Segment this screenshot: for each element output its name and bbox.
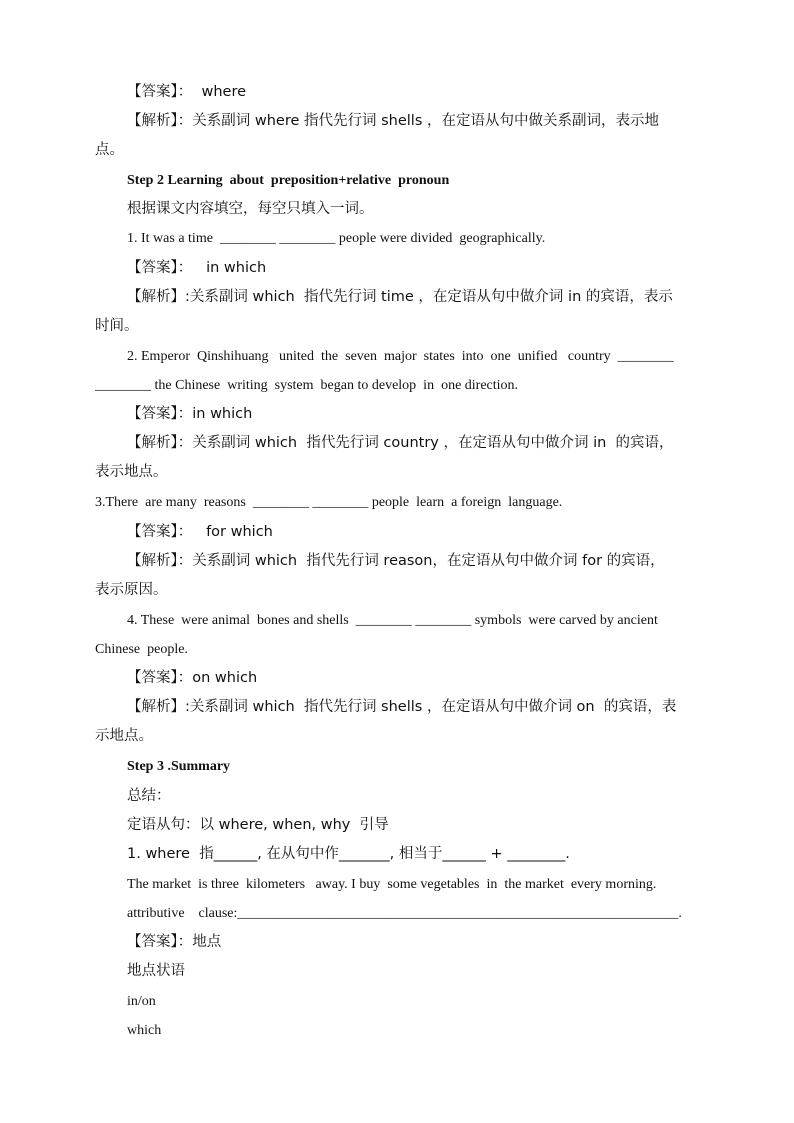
answer-4: 【答案】：on which bbox=[127, 670, 258, 686]
answer-5: 【答案】：地点 bbox=[127, 934, 222, 950]
summary-label: 总结： bbox=[127, 788, 171, 804]
question-4: 4. These were animal bones and shells ________ ________ symbols were carved by ancient bbox=[127, 613, 658, 628]
answer-3: 【答案】： for which bbox=[127, 524, 273, 540]
question-2: 2. Emperor Qinshihuang united the seven major states into one unified country ________ bbox=[127, 349, 674, 364]
analysis-4: 【解析】:关系副词 which 指代先行词 shells ，在定语从句中做介词 on 的宾语，表 bbox=[127, 699, 677, 715]
question-3: 3.There are many reasons ________ ________ people learn a foreign language. bbox=[95, 495, 563, 510]
summary-rule: 定语从句：以 where, when, why 引导 bbox=[127, 817, 389, 833]
analysis-1-cont: 时间。 bbox=[95, 318, 139, 334]
attributive-clause-blank: attributive clause:_______________________________________________________________. bbox=[127, 906, 682, 921]
analysis-2: 【解析】：关系副词 which 指代先行词 country ，在定语从句中做介词 in 的宾语， bbox=[127, 435, 674, 451]
question-2-cont: ________ the Chinese writing system began to develop in one direction. bbox=[95, 378, 519, 393]
answer-5-line-4: which bbox=[127, 1023, 162, 1038]
answer-5-line-2: 地点状语 bbox=[127, 963, 185, 979]
example-sentence: The market is three kilometers away. I buy some vegetables in the market every morning. bbox=[127, 877, 657, 892]
step2-instruction: 根据课文内容填空，每空只填入一词。 bbox=[127, 201, 374, 217]
answer-1: 【答案】： in which bbox=[127, 260, 267, 276]
analysis-line-1-cont: 点。 bbox=[95, 142, 124, 158]
answer-label-1: 【答案】： where bbox=[127, 84, 247, 100]
analysis-1: 【解析】:关系副词 which 指代先行词 time ，在定语从句中做介词 in 的宾语，表示 bbox=[127, 289, 673, 305]
answer-2: 【答案】：in which bbox=[127, 406, 253, 422]
summary-item-1: 1. where 指______, 在从句中作_______, 相当于______ + ________. bbox=[127, 846, 570, 862]
analysis-3: 【解析】：关系副词 which 指代先行词 reason，在定语从句中做介词 for 的宾语， bbox=[127, 553, 665, 569]
step2-heading: Step 2 Learning about preposition+relative pronoun bbox=[127, 173, 450, 188]
question-1: 1. It was a time ________ ________ people were divided geographically. bbox=[127, 231, 546, 246]
analysis-3-cont: 表示原因。 bbox=[95, 582, 168, 598]
step3-heading: Step 3 .Summary bbox=[127, 759, 231, 774]
question-4-cont: Chinese people. bbox=[95, 642, 188, 657]
analysis-line-1: 【解析】：关系副词 where 指代先行词 shells ，在定语从句中做关系副词，表示地 bbox=[127, 113, 659, 129]
analysis-2-cont: 表示地点。 bbox=[95, 464, 168, 480]
analysis-4-cont: 示地点。 bbox=[95, 728, 153, 744]
answer-5-line-3: in/on bbox=[127, 994, 156, 1009]
